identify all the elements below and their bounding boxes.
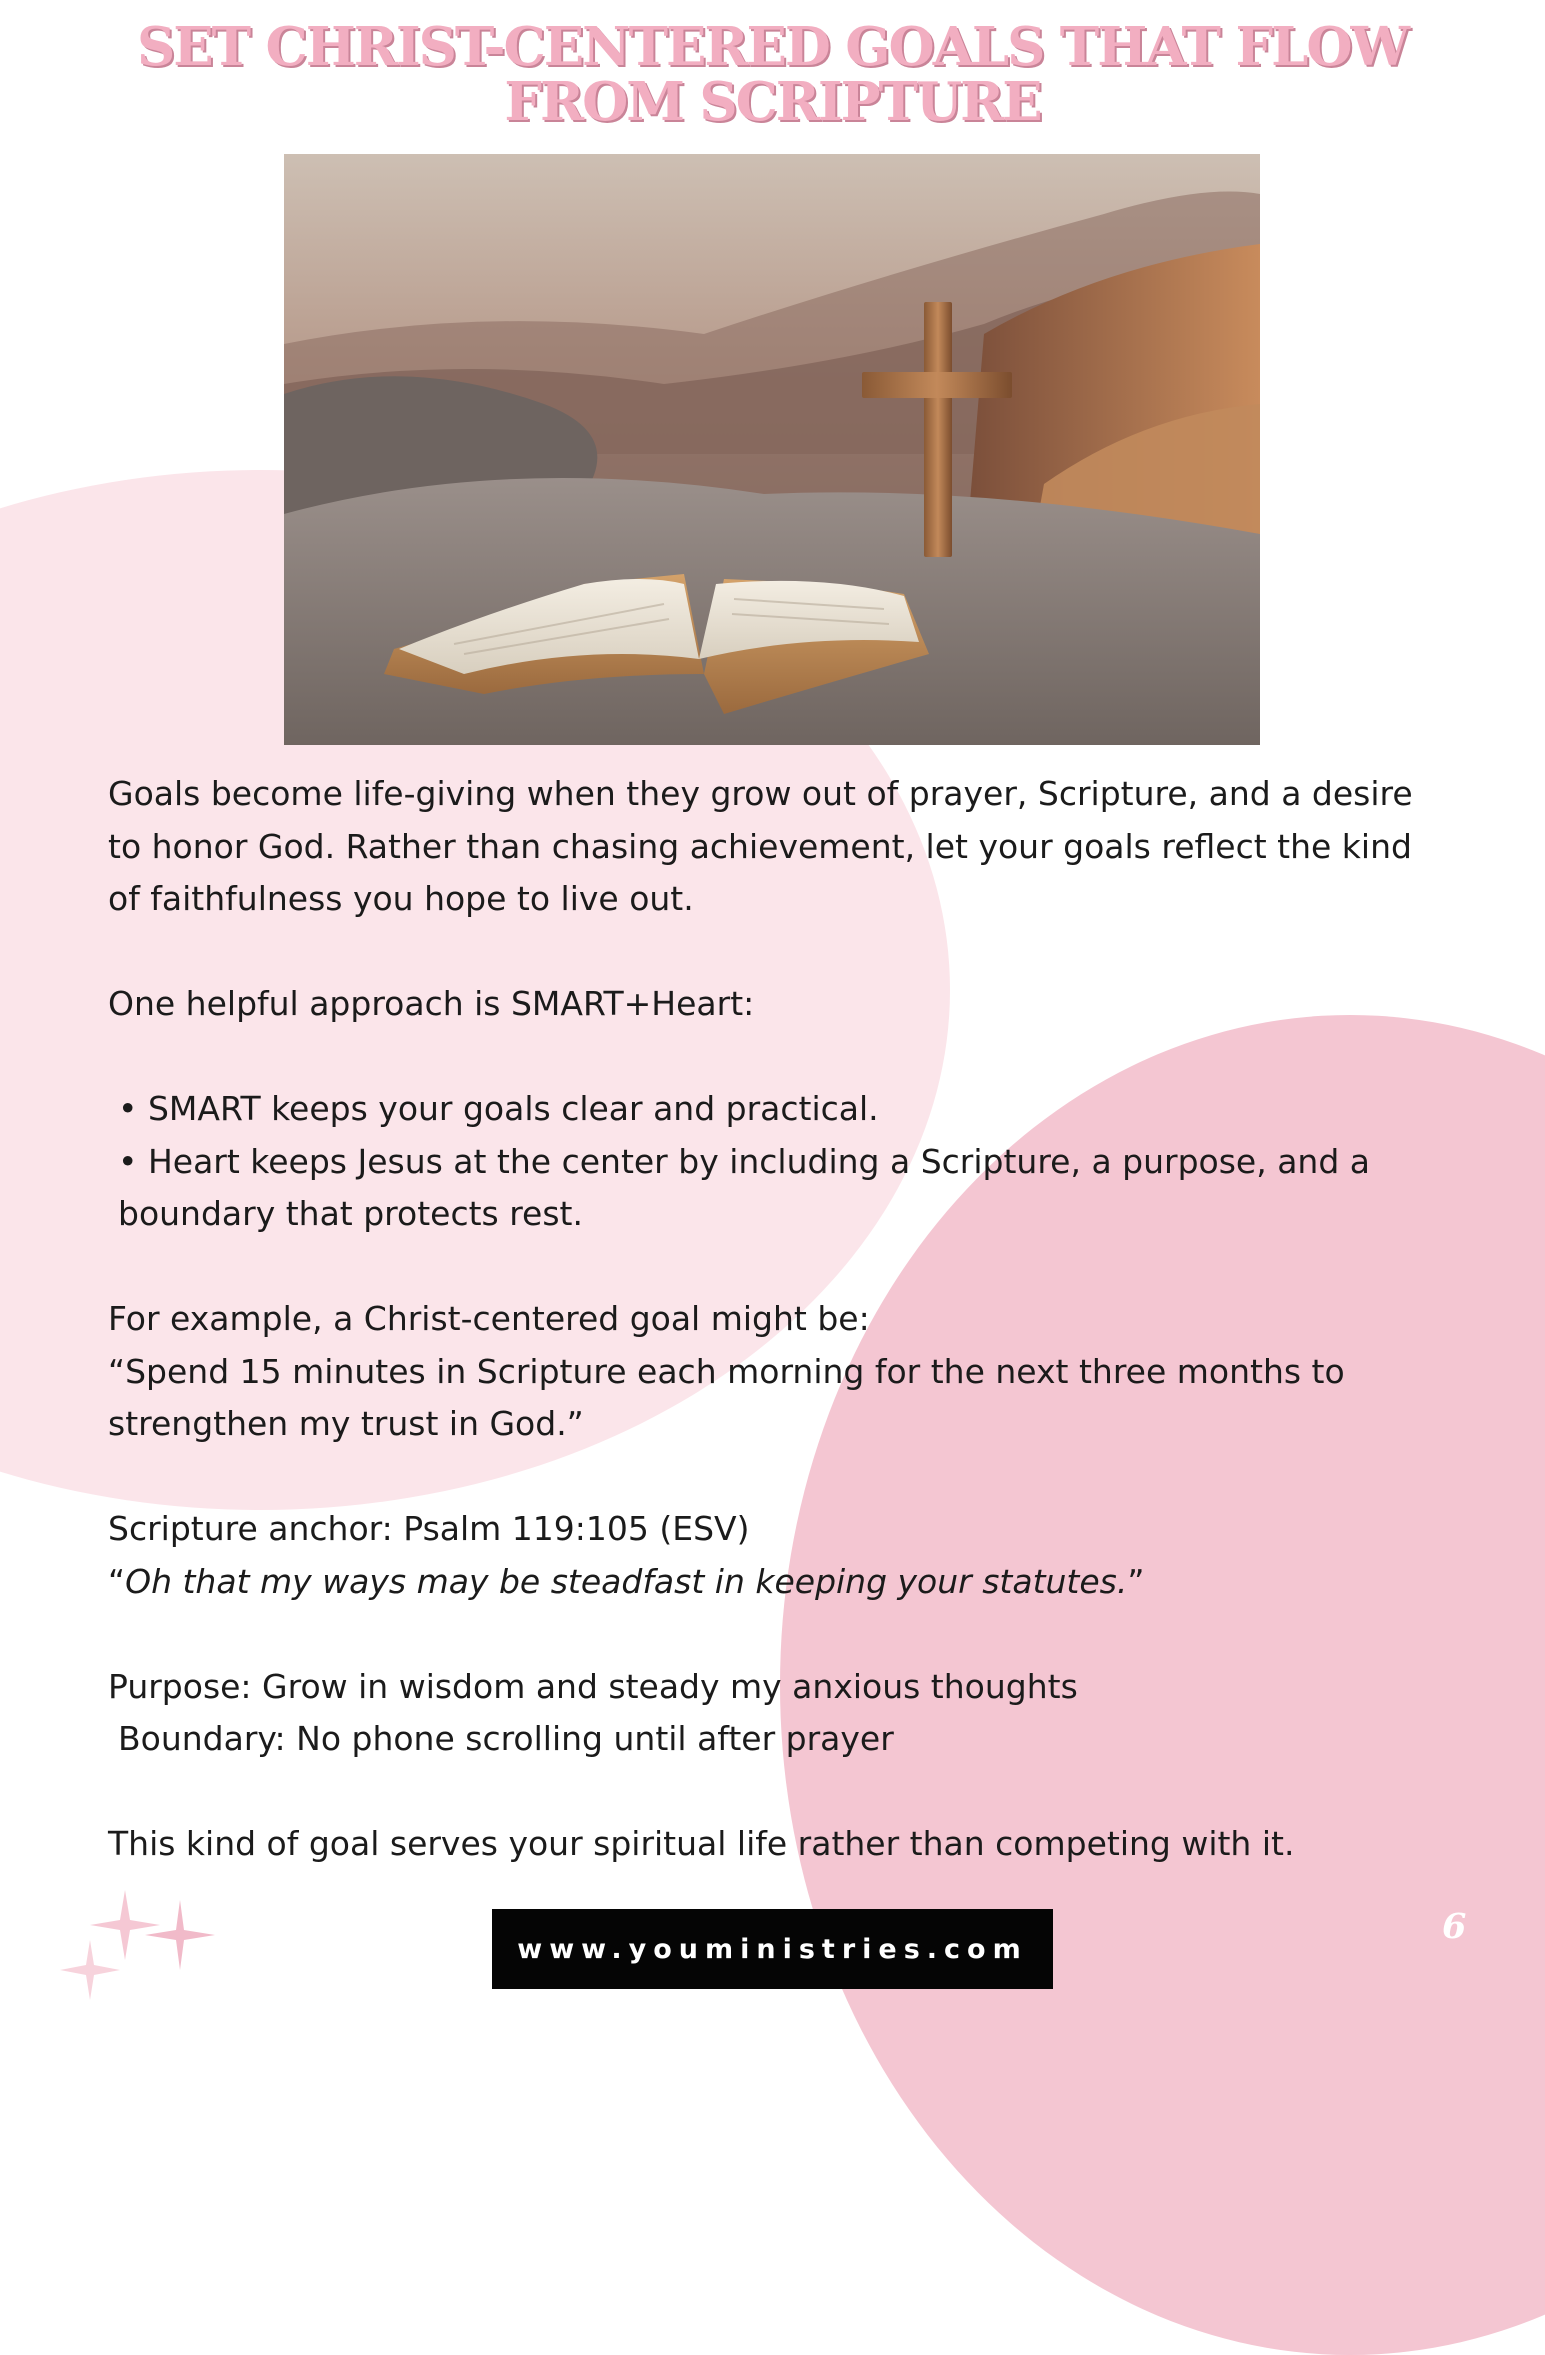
boundary-line: Boundary: No phone scrolling until after prayer (118, 1719, 894, 1758)
scripture-quote-line (108, 1556, 1448, 1609)
body-text (108, 768, 1448, 1871)
sparkle-icon (30, 1860, 230, 2000)
scripture-quote: Oh that my ways may be steadfast in keeping your statutes. (125, 1561, 1128, 1601)
example-intro: For example, a Christ-centered goal might be: (108, 1299, 870, 1338)
closing-line: This kind of goal serves your spiritual life rather than competing with it. (108, 1824, 1295, 1863)
purpose-line: Purpose: Grow in wisdom and steady my anxious thoughts (108, 1666, 1078, 1706)
bullet-smart: • SMART keeps your goals clear and practical. (118, 1089, 879, 1128)
close-quote-mark: ” (1127, 1561, 1145, 1601)
approach-line: One helpful approach is SMART+Heart: (108, 984, 755, 1023)
open-bible-and-cross-photo (284, 154, 1260, 745)
example-goal: “Spend 15 minutes in Scripture each morning for the next three months to strengthen my trust in God.” (108, 1351, 1345, 1443)
page-number: 6 (1442, 1906, 1467, 1947)
scripture-anchor: Scripture anchor: Psalm 119:105 (ESV) (108, 1509, 750, 1548)
bullet-heart: • Heart keeps Jesus at the center by including a Scripture, a purpose, and a boundary that protects rest. (118, 1141, 1371, 1233)
open-quote-mark: “ (108, 1561, 126, 1601)
intro-paragraph: Goals become life-giving when they grow out of prayer, Scripture, and a desire to honor God. Rather than chasing achievement, let your goals reflect the kind of faithfulness you hope to live out. (108, 774, 1413, 918)
website-url[interactable]: www.youministries.com (492, 1909, 1053, 1989)
page-title: SET CHRIST-CENTERED GOALS THAT FLOW FROM SCRIPTURE (136, 16, 1409, 133)
